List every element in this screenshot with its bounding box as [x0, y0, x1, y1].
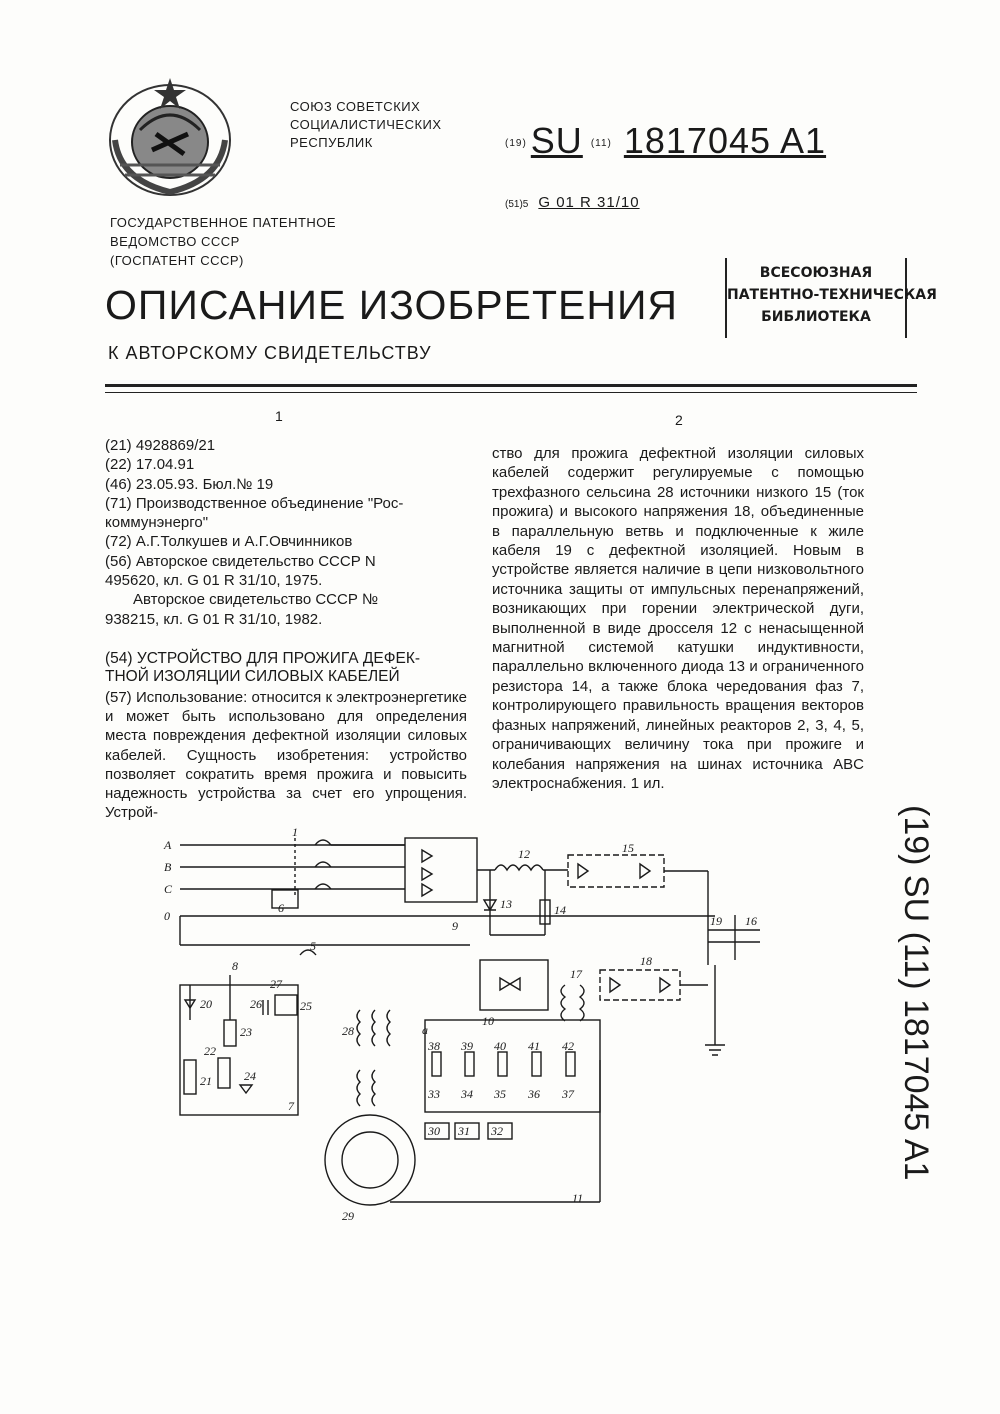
- label-23: 23: [240, 1025, 252, 1039]
- label-6: 6: [278, 901, 284, 915]
- label-36: 36: [528, 1087, 540, 1101]
- abstract-right: ство для прожига дефектной изоляции силовых кабелей содержит регулируемые с помощью трехфазного сельсина 28 источники низкого 15 (ток прожига) и высокого напряжения 18, объединенные в параллельную ветвь и подключенные к жиле кабеля 19 с дефектной изоляцией. Новым в устройстве является наличие в цепи низковольтного источника защиты от импульсных перенапряжений, возникающих при горении электрической дуги, выполненной в виде дросселя 12 с ненасыщенной магнитной системой катушки индуктивности, параллельно включенного диода 13 и ограниченного резистора 14, а также блока чередования фаз 7, контролирующего правильность вращения векторов фазных напряжений, линейных реакторов 2, 3, 4, 5, ограничивающих величину тока при прожиге и колебания напряжения на шинах источника ABC электроснабжения. 1 ил.: [492, 445, 864, 792]
- circuit-diagram: [160, 825, 760, 1230]
- label-27: 27: [270, 977, 282, 991]
- union-name: СОЮЗ СОВЕТСКИХ СОЦИАЛИСТИЧЕСКИХ РЕСПУБЛИК: [290, 99, 442, 150]
- label-5: 5: [310, 939, 316, 953]
- label-13: 13: [500, 897, 512, 911]
- label-20: 20: [200, 997, 212, 1011]
- column-number-right: 2: [675, 412, 683, 428]
- label-14: 14: [554, 903, 566, 917]
- label-32: 32: [491, 1124, 503, 1138]
- label-9: 9: [452, 919, 458, 933]
- state-emblem: [100, 70, 240, 200]
- label-38: 38: [428, 1039, 440, 1053]
- page-title: ОПИСАНИЕ ИЗОБРЕТЕНИЯ: [105, 282, 679, 328]
- label-22: 22: [204, 1044, 216, 1058]
- label-33: 33: [428, 1087, 440, 1101]
- label-31: 31: [458, 1124, 470, 1138]
- patent-office: ГОСУДАРСТВЕННОЕ ПАТЕНТНОЕ ВЕДОМСТВО СССР (ГОСПАТЕНТ СССР): [110, 215, 337, 268]
- label-neutral: 0: [164, 909, 170, 923]
- label-34: 34: [461, 1087, 473, 1101]
- label-11: 11: [572, 1191, 584, 1205]
- label-28: 28: [342, 1024, 354, 1038]
- label-21: 21: [200, 1074, 212, 1088]
- label-19: 19: [710, 914, 722, 928]
- side-patent-label: [870, 790, 935, 1181]
- document-number: (19) SU (11) 1817045 A1: [505, 120, 827, 161]
- label-1: 1: [292, 825, 298, 839]
- ipc-classification: (51)5 G 01 R 31/10: [505, 194, 640, 211]
- label-12: 12: [518, 847, 530, 861]
- label-41: 41: [528, 1039, 540, 1053]
- label-42: 42: [562, 1039, 574, 1053]
- label-phase-c: C: [164, 882, 173, 896]
- label-40: 40: [494, 1039, 506, 1053]
- label-16: 16: [745, 914, 757, 928]
- page-subtitle: К АВТОРСКОМУ СВИДЕТЕЛЬСТВУ: [108, 343, 432, 363]
- label-phase-b: B: [164, 860, 172, 874]
- label-26: 26: [250, 997, 262, 1011]
- divider-thin: [105, 392, 917, 393]
- bibliographic-data: (21) 4928869/21 (22) 17.04.91 (46) 23.05.93. Бюл.№ 19 (71) Производственное объединение "Рос- коммунэнерго" (72) А.Г.Толкушев и А.Г.Овчинников (56) Авторское свидетельство СССР N 495620, кл. G 01 R 31/10, 1975. Авторское свидетельство СССР № 938215, кл. G 01 R 31/10, 1982.: [105, 437, 404, 628]
- label-37: 37: [562, 1087, 574, 1101]
- column-number-left: 1: [275, 408, 283, 424]
- label-10: 10: [482, 1014, 494, 1028]
- country-code: SU: [530, 120, 583, 161]
- invention-title: (54) УСТРОЙСТВО ДЛЯ ПРОЖИГА ДЕФЕК- ТНОЙ ИЗОЛЯЦИИ СИЛОВЫХ КАБЕЛЕЙ: [105, 650, 421, 685]
- label-17: 17: [570, 967, 582, 981]
- label-30: 30: [428, 1124, 440, 1138]
- divider-thick: [105, 384, 917, 387]
- label-phase-a: A: [164, 838, 172, 852]
- patent-number: 1817045 A1: [623, 120, 827, 161]
- label-15: 15: [622, 841, 634, 855]
- label-29: 29: [342, 1209, 354, 1223]
- abstract-left: (57) Использование: относится к электроэнергетике и может быть использовано для определения места повреждения дефектной изоляции силовых кабелей. Сущность изобретения: устройство позволяет сократить время прожига и повысить надежность устройства за счет его упрощения. Устрой-: [105, 689, 467, 822]
- label-18: 18: [640, 954, 652, 968]
- label-24: 24: [244, 1069, 256, 1083]
- label-8: 8: [232, 959, 238, 973]
- side-label-text: (19) SU (11) 1817045 A1: [897, 805, 935, 1181]
- library-stamp: ВСЕСОЮЗНАЯ ПАТЕНТНО-ТЕХНИЧЕСКАЯ БИБЛИОТЕКА: [725, 258, 907, 338]
- label-25: 25: [300, 999, 312, 1013]
- label-a: a: [422, 1023, 428, 1037]
- label-39: 39: [461, 1039, 473, 1053]
- label-35: 35: [494, 1087, 506, 1101]
- label-7: 7: [288, 1099, 294, 1113]
